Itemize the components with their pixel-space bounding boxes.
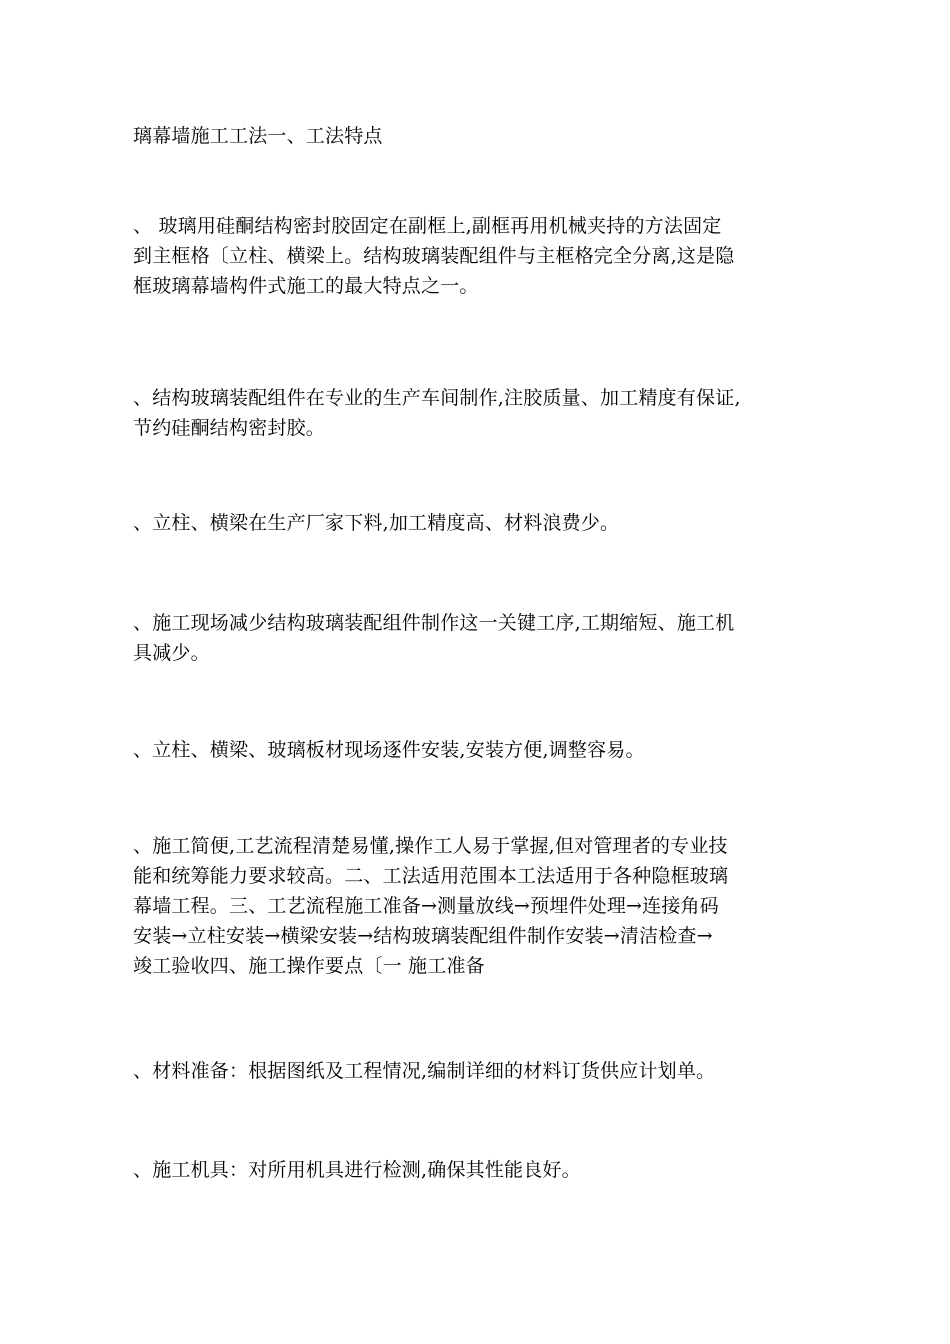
document-title [133, 121, 845, 151]
paragraph-line: 幕墙工程。三、工艺流程施工准备→测量放线→预埋件处理→连接角码 [133, 895, 719, 917]
paragraph-line: 、施工现场减少结构玻璃装配组件制作这一关键工序,工期缩短、施工机 [133, 612, 735, 634]
paragraph-2 [133, 383, 845, 443]
paragraph-6 [133, 831, 845, 981]
paragraph-line: 、结构玻璃装配组件在专业的生产车间制作,注胶质量、加工精度有保证, [133, 387, 741, 409]
paragraph-line: 到主框格〔立柱、横梁上。结构玻璃装配组件与主框格完全分离,这是隐 [133, 245, 735, 267]
paragraph-7 [133, 1056, 845, 1086]
paragraph-line: 、施工机具：对所用机具进行检测,确保其性能良好。 [133, 1159, 581, 1181]
paragraph-4 [133, 608, 845, 668]
paragraph-line: 安装→立柱安装→横梁安装→结构玻璃装配组件制作安装→清洁检查→ [133, 925, 713, 947]
paragraph-1 [133, 211, 845, 301]
paragraph-line: 能和统筹能力要求较高。二、工法适用范围本工法适用于各种隐框玻璃 [133, 865, 729, 887]
paragraph-line: 节约硅酮结构密封胶。 [133, 417, 326, 439]
paragraph-line: 、 玻璃用硅酮结构密封胶固定在副框上,副框再用机械夹持的方法固定 [133, 215, 722, 237]
paragraph-line: 、施工简便,工艺流程清楚易懂,操作工人易于掌握,但对管理者的专业技 [133, 835, 728, 857]
paragraph-5 [133, 735, 845, 765]
title-line: 璃幕墙施工工法一、工法特点 [133, 125, 383, 147]
paragraph-line: 、立柱、横梁、玻璃板材现场逐件安装,安装方便,调整容易。 [133, 739, 645, 761]
paragraph-line: 、立柱、横梁在生产厂家下料,加工精度高、材料浪费少。 [133, 512, 620, 534]
paragraph-line: 、材料准备：根据图纸及工程情况,编制详细的材料订货供应计划单。 [133, 1060, 716, 1082]
paragraph-line: 框玻璃幕墙构件式施工的最大特点之一。 [133, 275, 479, 297]
paragraph-line: 具减少。 [133, 642, 210, 664]
paragraph-8 [133, 1155, 845, 1185]
paragraph-line: 竣工验收四、施工操作要点〔一 施工准备 [133, 955, 485, 977]
paragraph-3 [133, 508, 845, 538]
